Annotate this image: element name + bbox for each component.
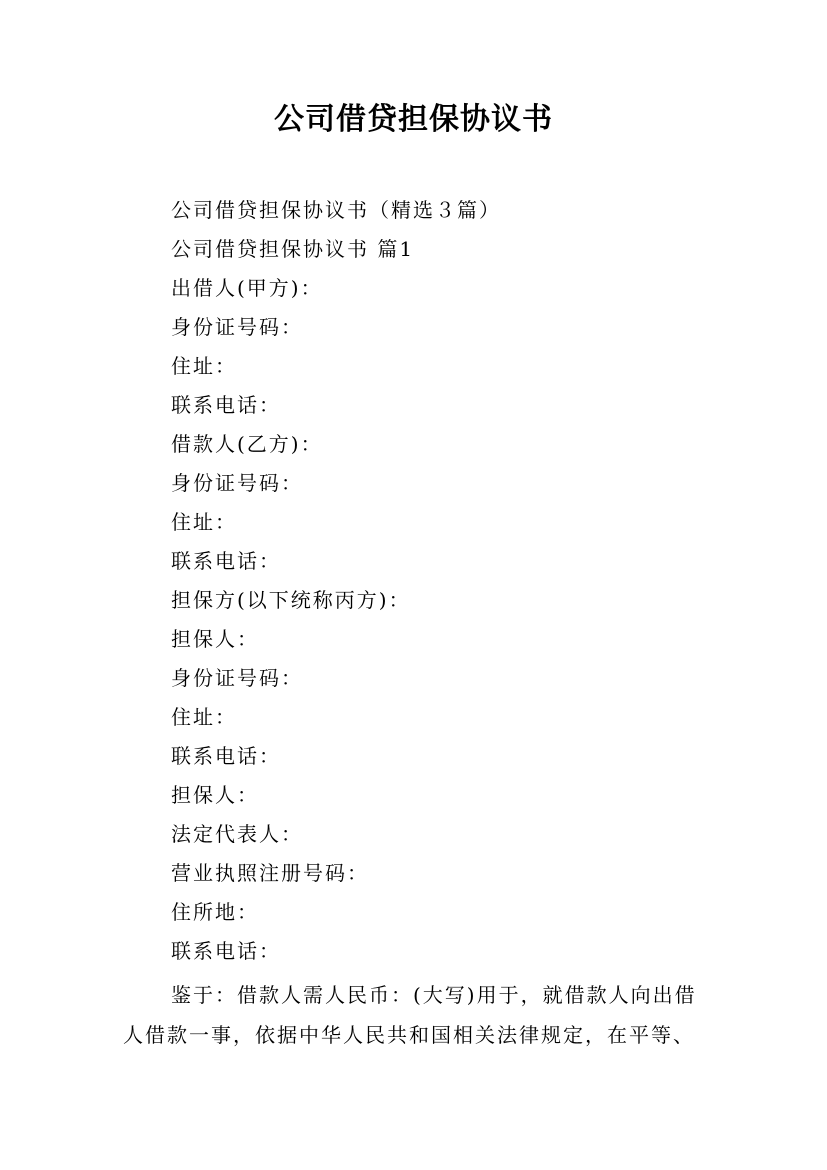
document-title: 公司借贷担保协议书 [274,102,553,137]
paragraph-line-1: 鉴于：借款人需人民币：(大写)用于，就借款人向出借 [171,983,697,1007]
guarantor-company-label: 担保人： [171,783,259,807]
borrower-id-label: 身份证号码： [171,471,303,495]
legal-representative-label: 法定代表人： [171,822,303,846]
company-phone-label: 联系电话： [171,939,281,963]
guarantor-party-label: 担保方(以下统称丙方)： [171,588,411,612]
guarantor-phone-label: 联系电话： [171,744,281,768]
borrower-label: 借款人(乙方)： [171,432,323,456]
domicile-label: 住所地： [171,900,259,924]
borrower-phone-label: 联系电话： [171,549,281,573]
borrower-address-label: 住址： [171,510,237,534]
lender-id-label: 身份证号码： [171,315,303,339]
section-heading: 公司借贷担保协议书 篇1 [171,237,415,261]
paragraph-line-2: 人借款一事，依据中华人民共和国相关法律规定，在平等、 [123,1023,695,1047]
guarantor-label: 担保人： [171,627,259,651]
guarantor-id-label: 身份证号码： [171,666,303,690]
subtitle-line: 公司借贷担保协议书（精选３篇） [171,198,501,222]
business-license-label: 营业执照注册号码： [171,861,369,885]
lender-address-label: 住址： [171,354,237,378]
whereas-paragraph [123,975,723,1055]
lender-label: 出借人(甲方)： [171,276,323,300]
document-lines [171,195,731,975]
lender-phone-label: 联系电话： [171,393,281,417]
guarantor-address-label: 住址： [171,705,237,729]
